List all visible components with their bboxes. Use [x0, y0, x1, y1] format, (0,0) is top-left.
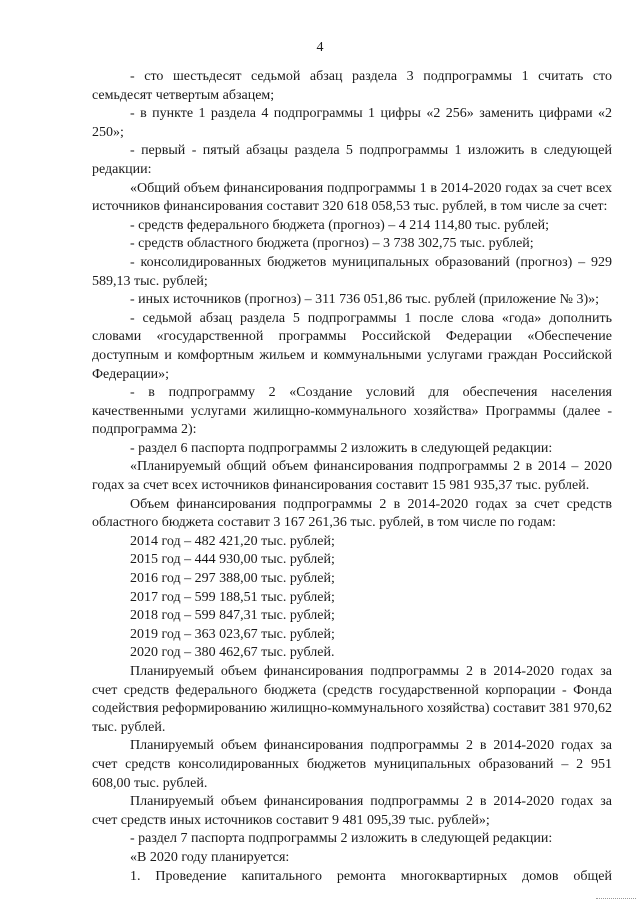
paragraph: «В 2020 году планируется:	[130, 849, 290, 865]
paragraph: - раздел 6 паспорта подпрограммы 2 изложить в следующей редакции:	[130, 440, 553, 456]
year-line: 2016 год – 297 388,00 тыс. рублей;	[130, 571, 335, 587]
paragraph: - в пункте 1 раздела 4 подпрограммы 1 цифры «2 256» заменить цифрами «2 250»;	[92, 106, 612, 140]
paragraph: Планируемый объем финансирования подпрограммы 2 в 2014-2020 годах за счет средств федерального бюджета (средств государственной корпорации - Фонда содействия реформированию жилищно-коммунального хозяйства) составит 381 970,62 тыс. рублей.	[92, 664, 612, 735]
year-line: 2018 год – 599 847,31 тыс. рублей;	[130, 608, 335, 624]
paragraph: - раздел 7 паспорта подпрограммы 2 изложить в следующей редакции:	[130, 831, 553, 847]
paragraph: «Планируемый общий объем финансирования подпрограммы 2 в 2014 – 2020 годах за счет всех источников финансирования составит 15 981 935,37 тыс. рублей.	[92, 459, 612, 494]
year-line: 2014 год – 482 421,20 тыс. рублей;	[130, 533, 335, 549]
paragraph: 1. Проведение капитального ремонта многоквартирных домов общей	[130, 868, 612, 884]
year-line: 2019 год – 363 023,67 тыс. рублей;	[130, 626, 335, 642]
year-line: 2020 год – 380 462,67 тыс. рублей.	[130, 645, 335, 661]
paragraph: - средств федерального бюджета (прогноз) – 4 214 114,80 тыс. рублей;	[130, 217, 549, 233]
paragraph: - первый - пятый абзацы раздела 5 подпрограммы 1 изложить в следующей редакции:	[92, 143, 612, 177]
paragraph: - в подпрограмму 2 «Создание условий для обеспечения населения качественными услугами жилищно-коммунального хозяйства» Программы (далее - подпрограмма 2):	[92, 385, 612, 438]
year-line: 2017 год – 599 188,51 тыс. рублей;	[130, 589, 335, 605]
page-number: 4	[316, 40, 324, 55]
paragraph: - консолидированных бюджетов муниципальных образований (прогноз) – 929 589,13 тыс. рублей;	[92, 254, 612, 289]
paragraph: Объем финансирования подпрограммы 2 в 2014-2020 годах за счет средств областного бюджета составит 3 167 261,36 тыс. рублей, в том числе по годам:	[92, 496, 612, 531]
paragraph: - седьмой абзац раздела 5 подпрограммы 1 после слова «года» дополнить словами «государственной программы Российской Федерации «Обеспечение доступным и комфортным жильем и коммунальными услугами граждан Российской Федерации»;	[92, 310, 612, 382]
paragraph: - иных источников (прогноз) – 311 736 051,86 тыс. рублей (приложение № 3)»;	[130, 292, 600, 308]
scan-mark	[596, 898, 636, 903]
document-body	[92, 68, 612, 886]
paragraph: Планируемый объем финансирования подпрограммы 2 в 2014-2020 годах за счет средств консолидированных бюджетов муниципальных образований – 2 951 608,00 тыс. рублей.	[92, 738, 612, 791]
paragraph: - средств областного бюджета (прогноз) – 3 738 302,75 тыс. рублей;	[130, 236, 534, 252]
paragraph: - сто шестьдесят седьмой абзац раздела 3 подпрограммы 1 считать сто семьдесят четвертым абзацем;	[92, 69, 612, 103]
paragraph: «Общий объем финансирования подпрограммы 1 в 2014-2020 годах за счет всех источников финансирования составит 320 618 058,53 тыс. рублей, в том числе за счет:	[92, 180, 612, 215]
paragraph: Планируемый объем финансирования подпрограммы 2 в 2014-2020 годах за счет средств иных источников составит 9 481 095,39 тыс. рублей»;	[92, 794, 612, 828]
year-line: 2015 год – 444 930,00 тыс. рублей;	[130, 552, 335, 568]
